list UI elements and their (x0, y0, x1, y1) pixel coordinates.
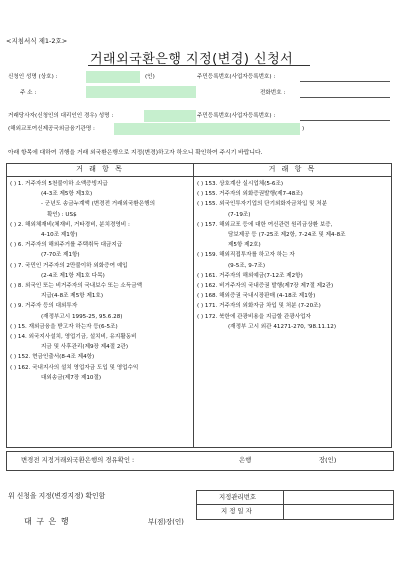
list-item: (7-70조 제1항) (41, 252, 80, 259)
list-item: (9-5조, 9-7조) (228, 262, 266, 269)
agent-org-close: ) (302, 126, 305, 132)
list-item[interactable]: ( ) 9. 거주자 등의 대외투자 (10, 303, 78, 310)
list-item[interactable]: ( ) 161. 거주자의 해외예금(7-12조 제2항) (197, 272, 303, 279)
list-item[interactable]: ( ) 171. 거주자의 외화자금 차입 및 처분 (7-20조) (197, 303, 321, 310)
confirm-bank-label: 은행 (239, 456, 252, 464)
designation-number-label: 지정관리번호 (219, 493, 257, 501)
list-item: 지금 및 사후관리(제9장 제4절 2관) (41, 344, 128, 351)
transaction-items-table (6, 163, 392, 448)
list-item[interactable]: ( ) 172. 북한에 관광비용을 지급할 관광사업자 (197, 313, 311, 320)
table-header-left: 거 래 항 목 (7, 164, 194, 177)
list-item[interactable]: ( ) 1. 거주자의 5천불이하 소액증빙지급 (10, 181, 108, 187)
applicant-name-label: 신청인 성명 (상호) : (8, 74, 58, 80)
confirm-label: 변경전 지정거래외국환은행의 경유확인 : (21, 456, 135, 464)
page-title: 거래외국환은행 지정(변경) 신청서 (90, 52, 294, 67)
applicant-address-label: 주 소 : (20, 90, 37, 96)
list-item[interactable]: ( ) 153. 상호계산 실시업체(5-6조) (197, 181, 284, 187)
agent-reg-field[interactable] (300, 120, 390, 121)
applicant-address-field[interactable] (86, 86, 196, 98)
list-item[interactable]: ( ) 159. 해외직접투자를 하고자 하는 자 (197, 252, 295, 259)
list-item: (재정부 고시 외관 41271-270, '98.11.12) (228, 323, 337, 330)
applicant-reg-label: 주민등록번호(사업자등록번호) : (197, 74, 276, 80)
list-item: (7-19조) (228, 211, 251, 218)
bank-name: 대 구 은 행 (24, 517, 70, 526)
agent-name-label: 거래당사자(신청인의 대리인인 경우) 성명 : (8, 113, 114, 119)
agent-name-field[interactable] (144, 110, 196, 122)
table-header-right: 거 래 항 목 (194, 164, 392, 177)
list-item[interactable]: ( ) 2. 해외체재비(체재비, 거타경비, 분치경영비 : (10, 221, 130, 228)
designation-date-label: 지 정 일 자 (221, 507, 252, 515)
applicant-phone-label: 전화번호 : (260, 90, 286, 96)
list-item: 4-10조 제1항) (41, 232, 78, 239)
approval-statement: 위 신청을 지정(변경지정) 확인함 (8, 492, 106, 500)
applicant-name-field[interactable] (86, 71, 140, 83)
designation-box (196, 490, 394, 520)
left-items-column (7, 177, 194, 448)
list-item: 담보제공 등 (7-25조 제2항, 7-24조 및 제4-8조 (228, 232, 346, 239)
list-item: 확인) : US$ (47, 211, 77, 218)
list-item: (재정부고시 1995-25, 95.6.28) (41, 313, 123, 320)
list-item[interactable]: ( ) 155. 거주자의 외화증권발행(제7-48조) (197, 191, 303, 198)
agent-org-field[interactable] (114, 123, 300, 135)
manager-seal-label: 부(점)장(인) (148, 518, 184, 526)
applicant-reg-field[interactable] (300, 81, 390, 82)
list-item[interactable]: ( ) 168. 해외증권 국내시장판매 (4-18조 제1항) (197, 293, 316, 300)
list-item: 대외송금(제7장 제10절) (41, 374, 102, 381)
agent-org-label: (해외교포여신제공국외금융기관명 : (8, 126, 95, 132)
applicant-seal: (인) (145, 74, 155, 80)
list-item[interactable]: ( ) 152. 현금인출서(8-4조 제4항) (10, 354, 95, 361)
applicant-phone-field[interactable] (300, 97, 390, 98)
designation-divider (197, 504, 393, 505)
list-item[interactable]: ( ) 162. 국내지사의 설치 영업자금 도입 및 영업수익 (10, 364, 139, 371)
list-item[interactable]: ( ) 8. 외국인 또는 비거주자의 국내보수 또는 소득금액 (10, 283, 142, 290)
list-item: 제5항 제2호) (228, 242, 261, 249)
list-item: (4-3조 제5항 제3호) (41, 191, 93, 198)
list-item[interactable]: ( ) 157. 해외교포 등에 대한 여신관련 원리금상환 보증, (197, 221, 333, 228)
list-item[interactable]: ( ) 14. 외국지사설치, 영업기금, 설치비, 유지활동비 (10, 334, 137, 341)
list-item[interactable]: ( ) 15. 재외금융을 받고자 하는자 등(6-5조) (10, 323, 118, 330)
instruction-text: 아래 항목에 대하여 귀행을 거래 외국환은행으로 지정(변경)하고자 하오니 확인하여 주시기 바랍니다. (8, 150, 263, 156)
list-item: 지급(4-8조 제5항 제1호) (41, 293, 104, 300)
confirm-seal-label: 장(인) (319, 456, 337, 464)
designation-col-divider (283, 491, 284, 519)
list-item[interactable]: ( ) 162. 비거주자의 국내증권 발행(제7장 제7절 제2관) (197, 283, 334, 290)
list-item[interactable]: ( ) 6. 거주자의 해외주거를 주택취득 대금지급 (10, 242, 123, 249)
list-item[interactable]: ( ) 7. 국민인 거주자의 2만불이하 외화증여 예입 (10, 262, 128, 269)
list-item[interactable]: ( ) 155. 외국인투자기업의 단기외화자금차입 및 처분 (197, 201, 328, 208)
right-items-column (194, 177, 392, 448)
title-underline (88, 65, 310, 66)
list-item: (2-4조 제1항 제1호 다목) (41, 272, 105, 279)
form-number: <지침서식 제1-2호> (6, 37, 68, 45)
agent-reg-label: 주민등록번호(사업자등록번호) : (197, 113, 276, 119)
list-item: - 군년도 송금누계액 (변경전 거래외국환은행의 (41, 201, 155, 208)
confirm-box (6, 451, 394, 471)
